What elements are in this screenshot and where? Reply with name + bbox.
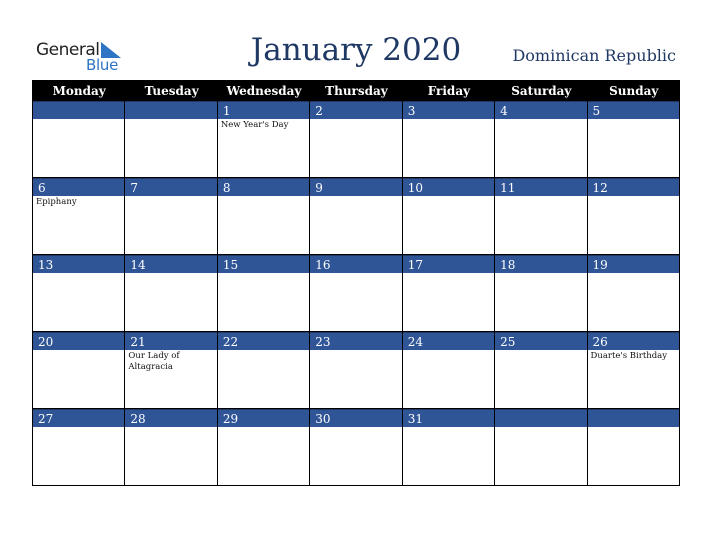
day-number [33,101,124,119]
day-number: 18 [495,255,586,273]
calendar-day-cell [403,409,495,486]
holiday-label: Epiphany [36,197,77,207]
logo-general-text: General [36,40,100,60]
day-number: 10 [403,178,494,196]
holiday-label [218,196,309,197]
calendar-day-cell [218,409,310,486]
calendar-day-cell [33,332,125,409]
holiday-label [495,427,586,428]
day-number: 12 [588,178,679,196]
calendar-day-cell [495,409,587,486]
day-number: 16 [310,255,401,273]
day-number: 8 [218,178,309,196]
weekday-monday: Monday [52,84,106,98]
day-number: 17 [403,255,494,273]
country-name: Dominican Republic [512,46,676,65]
calendar-day-cell [33,255,125,332]
calendar-day-cell [403,178,495,255]
day-number [588,409,679,427]
weekday-sunday: Sunday [609,84,659,98]
day-number: 25 [495,332,586,350]
day-number [495,409,586,427]
holiday-label [588,427,679,428]
day-number: 27 [33,409,124,427]
day-number: 28 [125,409,216,427]
calendar-weeks [33,101,680,486]
day-number: 11 [495,178,586,196]
calendar-day-cell [495,101,587,178]
day-number: 29 [218,409,309,427]
day-number: 31 [403,409,494,427]
calendar-day-cell [588,101,680,178]
holiday-label: New Year's Day [220,120,289,130]
day-number: 24 [403,332,494,350]
holiday-label [125,119,216,120]
day-number: 19 [588,255,679,273]
day-number: 20 [33,332,124,350]
holiday-label [495,119,586,120]
day-number: 9 [310,178,401,196]
page-title: January 2020 [250,32,462,68]
calendar-day-cell [588,332,680,409]
weekday-tuesday: Tuesday [144,84,199,98]
calendar-week-row [33,255,680,332]
day-number: 26 [588,332,679,350]
holiday-label [588,119,679,120]
calendar-day-cell [33,178,125,255]
calendar-day-cell [218,178,310,255]
day-number: 7 [125,178,216,196]
day-number: 21 [125,332,216,350]
day-number: 6 [33,178,124,196]
day-number: 13 [33,255,124,273]
calendar-day-cell [495,332,587,409]
day-number: 30 [310,409,401,427]
weekday-friday: Friday [427,84,471,98]
calendar-day-cell [588,178,680,255]
calendar-day-cell [218,101,310,178]
calendar-day-cell [588,255,680,332]
day-number: 3 [403,101,494,119]
calendar-day-cell [403,101,495,178]
calendar-day-cell [495,178,587,255]
holiday-label: Our Lady of Altagracia [128,351,180,372]
day-number: 5 [588,101,679,119]
day-number: 14 [125,255,216,273]
calendar-day-cell [125,409,217,486]
day-number: 1 [218,101,309,119]
calendar-day-cell [218,255,310,332]
calendar-day-cell [125,332,217,409]
weekday-header-row [33,81,680,101]
calendar-day-cell [310,332,402,409]
holiday-label [403,119,494,120]
calendar-day-cell [310,255,402,332]
calendar-day-cell [33,101,125,178]
weekday-thursday: Thursday [325,84,388,98]
calendar-day-cell [218,332,310,409]
holiday-label [33,119,124,120]
holiday-label [310,196,401,197]
day-number: 2 [310,101,401,119]
weekday-wednesday: Wednesday [226,84,302,98]
calendar-day-cell [310,178,402,255]
calendar-day-cell [125,255,217,332]
holiday-label [125,196,216,197]
calendar-day-cell [33,409,125,486]
calendar-week-row [33,178,680,255]
calendar-grid [32,80,680,486]
calendar-day-cell [310,409,402,486]
calendar-week-row [33,409,680,486]
weekday-saturday: Saturday [511,84,572,98]
calendar-day-cell [403,332,495,409]
calendar-day-cell [125,101,217,178]
day-number: 15 [218,255,309,273]
calendar-day-cell [403,255,495,332]
day-number: 23 [310,332,401,350]
calendar-day-cell [310,101,402,178]
day-number: 22 [218,332,309,350]
holiday-label [310,119,401,120]
holiday-label: Duarte's Birthday [590,351,668,361]
calendar-day-cell [588,409,680,486]
day-number: 4 [495,101,586,119]
calendar-day-cell [495,255,587,332]
calendar-week-row [33,332,680,409]
day-number [125,101,216,119]
logo-blue-text: Blue [86,56,118,74]
calendar-day-cell [125,178,217,255]
calendar-week-row [33,101,680,178]
